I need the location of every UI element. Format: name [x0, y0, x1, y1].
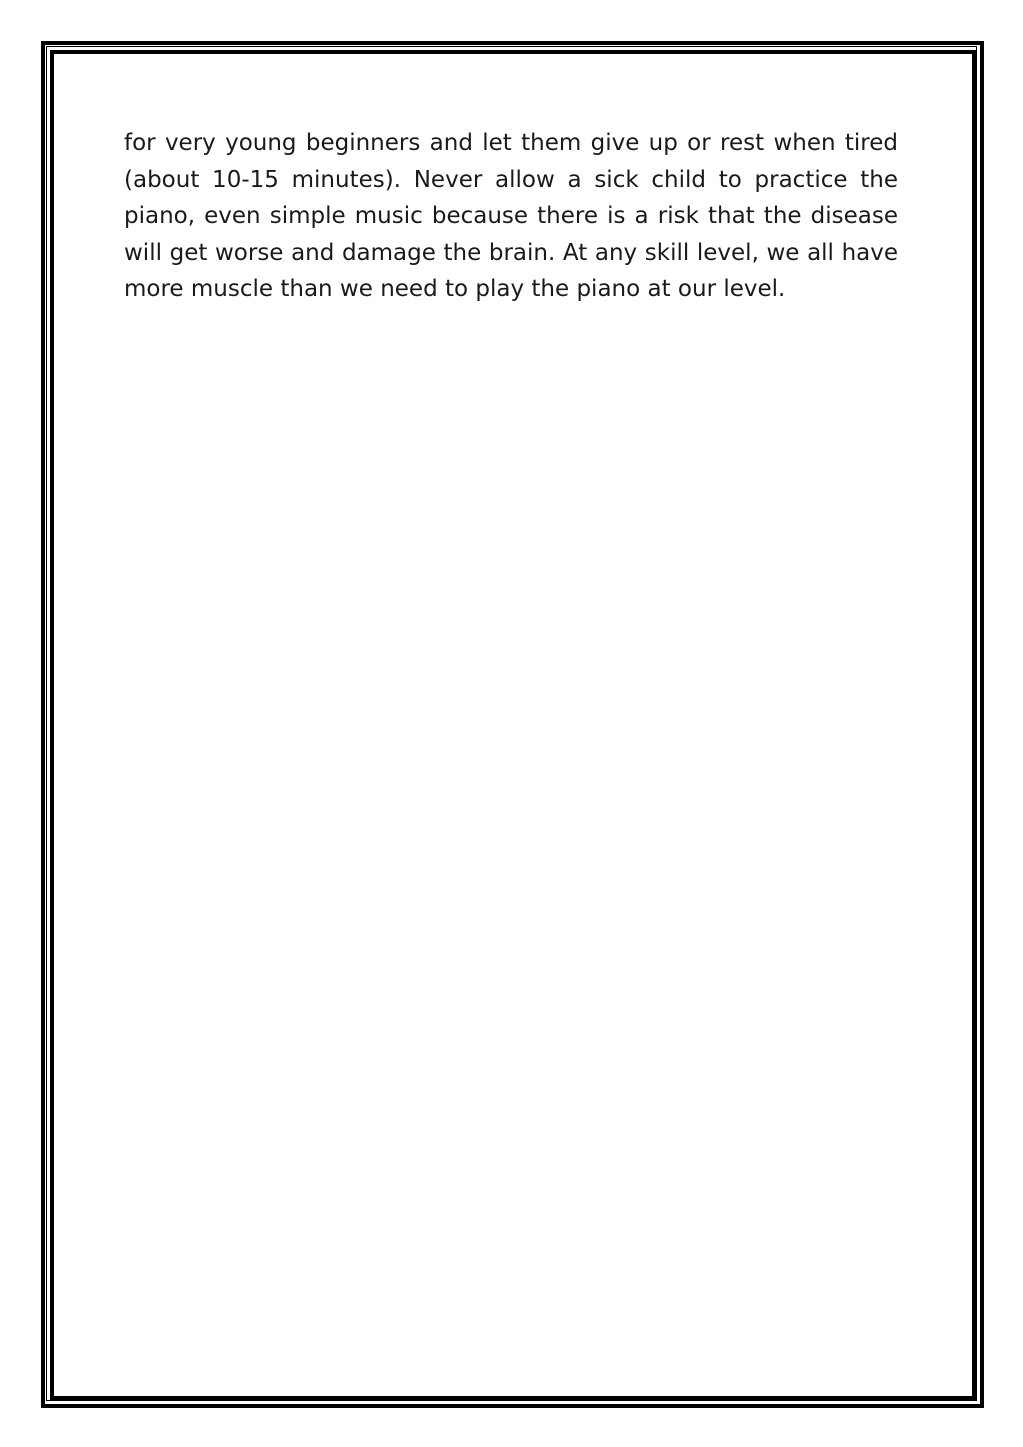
- body-paragraph: for very young beginners and let them give up or rest when tired (about 10-15 minutes). Never allow a sick child to practice the piano, even simple music because there is a risk that the disease will get worse and damage the brain. At any skill level, we all have more muscle than we need to play the piano at our level.: [124, 130, 898, 302]
- page-content: [124, 125, 898, 308]
